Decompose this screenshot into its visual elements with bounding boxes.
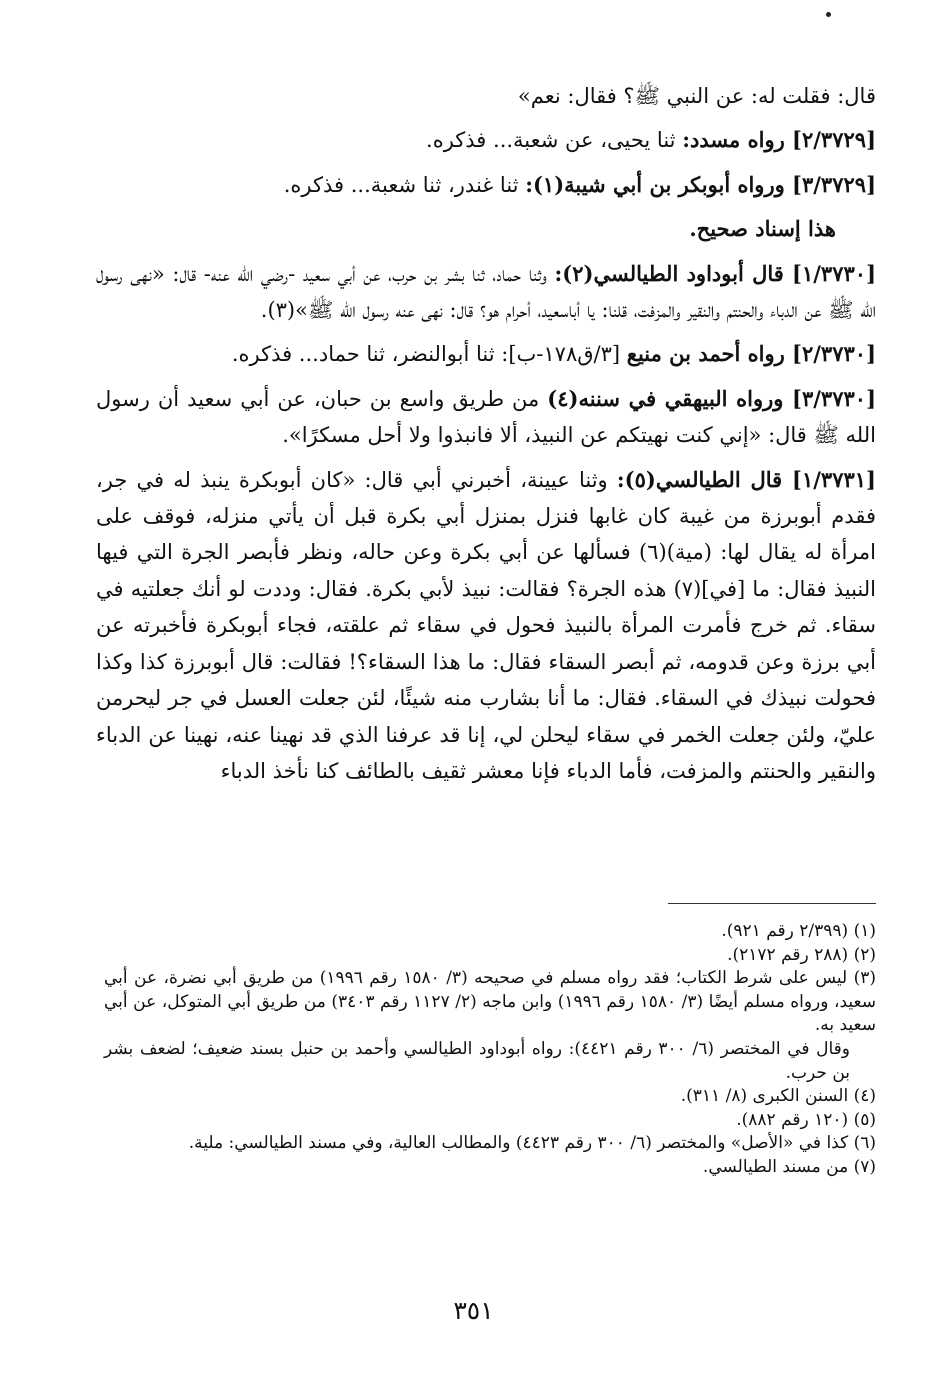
page-number: ٣٥١ — [453, 1296, 494, 1325]
footnote-7: (٧) من مسند الطيالسي. — [702, 1156, 876, 1177]
footnote-1: (١) (٢/٣٩٩ رقم ٩٢١). — [721, 921, 876, 941]
hadith-3-3730 — [96, 381, 876, 454]
hadith-number: [١/٣٧٣٠] قال أبوداود الطيالسي(٢): — [554, 260, 876, 286]
footnote-2: (٢) (٢٨٨ رقم ٢١٧٢). — [727, 944, 876, 965]
hadith-number: [٢/٣٧٣٠] رواه أحمد بن منيع — [626, 341, 876, 367]
paragraph-text: وثنا عيينة، أخبرني أبي قال: «كان أبوبكرة ينبذ له في جر، فقدم أبوبرزة من غيبة كان غابها فنزل بمنزل أبي بكرة قبل أن يأتي منزله، فوقف على امرأة له يقال لها: (مية)(٦) فسألها عن أبي بكرة وعن حاله، ونظر فأبصر الجرة التي فيها النبيذ فقال: ما [في](٧) هذه الجرة؟ فقالت: نبيذ لأبي بكرة. فقال: وددت لو أنك جعلتيه في سقاء. ثم خرج فأمرت المرأة بالنبيذ فحول في سقاء ثم علقته، فجاء أبوبكرة فأخبرته عن أبي برزة وعن قدومه، ثم أبصر السقاء فقال: ما هذا السقاء؟! فقالت: قال أبوبرزة كذا وكذا فحولت نبيذك في السقاء. فقال: ما أنا بشارب منه شيئًا، لئن جعلت العسل في جر ليحرمن عليّ، ولئن جعلت الخمر في سقاء ليحلن لي، إنا قد عرفنا الذي قد نهينا عنه، نهينا عن الدباء والنقير والحنتم والمزفت، فأما الدباء فإنا معشر ثقيف بالطائف كنا نأخذ الدباء — [96, 467, 877, 783]
hadith-3-3729 — [96, 167, 876, 203]
hadith-2-3729 — [96, 122, 876, 158]
paragraph-text: قال: فقلت له: عن النبي ﷺ؟ فقال: نعم» — [517, 84, 876, 108]
paragraph-text: وثنا حماد، ثنا بشر بن حرب، عن أبي سعيد -رضي الله عنه- قال: «نهى رسول الله ﷺ عن الدباء والحنتم والنقير والمزفت، قلنا: يا أباسعيد، أحرام هو؟ قال: نهى عنه رسول الله ﷺ»(٣). — [96, 261, 876, 323]
hadith-number: [١/٣٧٣١] قال الطيالسي(٥): — [616, 466, 876, 492]
verdict-text: هذا إسناد صحيح. — [689, 216, 836, 242]
footnote-4: (٤) السنن الكبرى (٨/ ٣١١). — [680, 1086, 876, 1107]
paragraph-text: ثنا غندر، ثنا شعبة... فذكره. — [283, 172, 526, 197]
hadith-number: [٢/٣٧٢٩] رواه مسدد: — [682, 127, 876, 153]
hadith-1-3731 — [96, 462, 876, 790]
hadith-1-3730 — [96, 256, 876, 329]
hadith-number: [٣/٣٧٢٩] ورواه أبوبكر بن أبي شيبة(١): — [525, 171, 876, 197]
hadith-2-3730 — [96, 336, 876, 372]
paragraph-text: من طريق واسع بن حبان، عن أبي سعيد أن رسول الله ﷺ قال: «إني كنت نهيتكم عن النبيذ، ألا فانبذوا ولا أحل مسكرًا». — [96, 386, 876, 448]
paragraph-text: ثنا يحيى، عن شعبة... فذكره. — [426, 128, 683, 153]
isnad-verdict — [96, 211, 876, 247]
footnote-3: (٣) ليس على شرط الكتاب؛ فقد رواه مسلم في صحيحه (٣/ ١٥٨٠ رقم ١٩٩٦) من طريق أبي نضرة، عن أبي سعيد، ورواه مسلم أيضًا (٣/ ١٥٨٠ رقم ١٩٩٦) وابن ماجه (٢/ ١١٢٧ رقم ٣٤٠٣) من طريق أبي المتوكل، عن أبي سعيد به. — [104, 968, 876, 1036]
paragraph-continuation — [96, 78, 876, 114]
footnote-5: (٥) (١٢٠ رقم ٨٨٢). — [736, 1109, 876, 1130]
footnotes — [104, 920, 876, 1180]
paragraph-text: [٣/ق١٧٨-ب]: ثنا أبوالنضر، ثنا حماد... فذكره. — [231, 342, 627, 367]
page-mark — [826, 12, 831, 17]
footnote-3-continuation: وقال في المختصر (٦/ ٣٠٠ رقم ٤٤٢١): رواه أبوداود الطيالسي وأحمد بن حنبل بسند ضعيف؛ لضعف بشر بن حرب. — [104, 1038, 850, 1083]
footnote-divider — [668, 903, 876, 904]
footnote-6: (٦) كذا في «الأصل» والمختصر (٦/ ٣٠٠ رقم ٤٤٢٣) والمطالب العالية، وفي مسند الطيالسي: ملية. — [188, 1133, 876, 1154]
hadith-number: [٣/٣٧٣٠] ورواه البيهقي في سننه(٤) — [547, 385, 876, 411]
main-text — [96, 78, 876, 797]
